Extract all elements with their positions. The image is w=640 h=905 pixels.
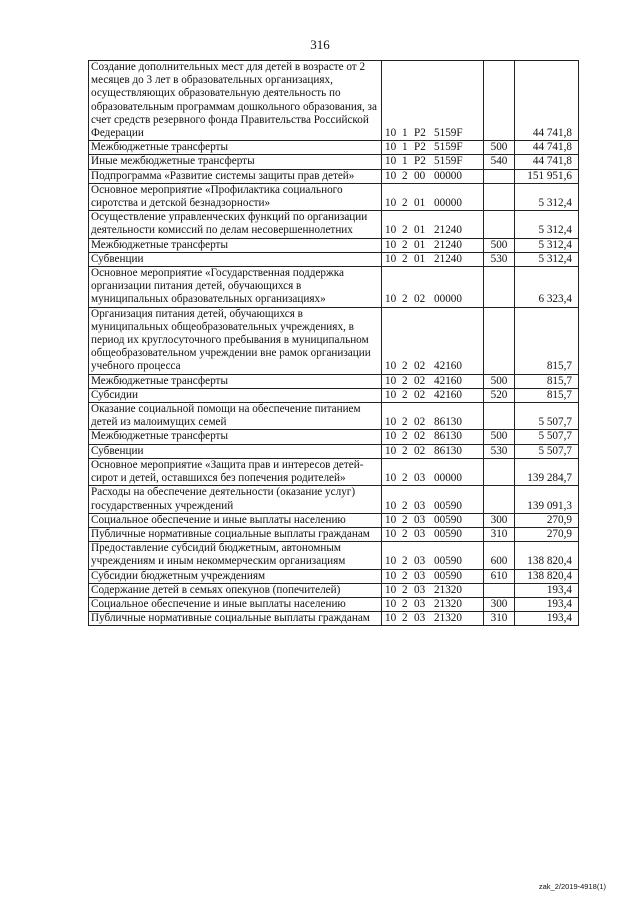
table-row (89, 211, 579, 238)
target-article-code-cell (382, 183, 484, 210)
budget-table (88, 60, 579, 626)
event-code: 02 (414, 430, 426, 443)
program-code: 10 (385, 293, 397, 306)
amount-cell: 5 507,7 (515, 444, 579, 458)
table-row (89, 513, 579, 527)
direction-code: 00000 (434, 293, 462, 306)
direction-code: 21240 (434, 238, 462, 251)
expense-type-cell: 530 (484, 252, 515, 266)
table-row (89, 388, 579, 402)
expense-type-cell: 600 (484, 542, 515, 569)
program-code: 10 (385, 360, 397, 373)
amount-cell: 5 312,4 (515, 183, 579, 210)
amount-cell: 139 284,7 (515, 458, 579, 485)
program-code: 10 (385, 169, 397, 182)
program-code: 10 (385, 597, 397, 610)
event-code: 03 (414, 513, 426, 526)
amount-cell: 270,9 (515, 513, 579, 527)
table-row (89, 169, 579, 183)
program-code: 10 (385, 388, 397, 401)
target-article-code-cell (382, 583, 484, 597)
event-code: 02 (414, 416, 426, 429)
expense-name-cell: Расходы на обеспечение деятельности (оказание услуг) государственных учреждений (89, 486, 382, 513)
target-article-code-cell (382, 542, 484, 569)
table-row (89, 141, 579, 155)
subprogram-code: 2 (402, 555, 408, 568)
target-article-code-cell (382, 527, 484, 541)
subprogram-code: 2 (402, 388, 408, 401)
subprogram-code: 2 (402, 293, 408, 306)
table-row (89, 374, 579, 388)
event-code: 02 (414, 374, 426, 387)
direction-code: 00000 (434, 169, 462, 182)
program-code: 10 (385, 155, 397, 168)
amount-cell: 5 312,4 (515, 238, 579, 252)
subprogram-code: 2 (402, 597, 408, 610)
amount-cell: 138 820,4 (515, 569, 579, 583)
expense-name-cell: Организация питания детей, обучающихся в муниципальных общеобразовательных учреждениях, в период их круглосуточного пребывания в муниципальном общеобразовательном учреждении вне рамок организации учебного процесса (89, 307, 382, 374)
program-code: 10 (385, 555, 397, 568)
expense-name-cell: Субвенции (89, 444, 382, 458)
direction-code: 5159F (434, 155, 463, 168)
target-article-code-cell (382, 513, 484, 527)
table-row (89, 430, 579, 444)
subprogram-code: 2 (402, 197, 408, 210)
event-code: 03 (414, 583, 426, 596)
event-code: 03 (414, 612, 426, 625)
expense-name-cell: Социальное обеспечение и иные выплаты населению (89, 597, 382, 611)
event-code: 02 (414, 388, 426, 401)
target-article-code-cell (382, 444, 484, 458)
direction-code: 86130 (434, 444, 462, 457)
footer-document-code: zak_2/2019-4918(1) (538, 882, 606, 891)
program-code: 10 (385, 612, 397, 625)
event-code: 01 (414, 197, 426, 210)
expense-name-cell: Публичные нормативные социальные выплаты гражданам (89, 612, 382, 626)
expense-type-cell: 500 (484, 430, 515, 444)
target-article-code-cell (382, 267, 484, 308)
table-row (89, 458, 579, 485)
expense-type-cell: 500 (484, 141, 515, 155)
expense-name-cell: Межбюджетные трансферты (89, 238, 382, 252)
table-row (89, 155, 579, 169)
expense-name-cell: Межбюджетные трансферты (89, 430, 382, 444)
table-row (89, 612, 579, 626)
direction-code: 42160 (434, 374, 462, 387)
budget-table-body (89, 61, 579, 626)
event-code: 01 (414, 238, 426, 251)
amount-cell: 139 091,3 (515, 486, 579, 513)
program-code: 10 (385, 472, 397, 485)
direction-code: 21240 (434, 252, 462, 265)
event-code: 03 (414, 499, 426, 512)
expense-name-cell: Межбюджетные трансферты (89, 374, 382, 388)
program-code: 10 (385, 127, 397, 140)
program-code: 10 (385, 527, 397, 540)
expense-type-cell (484, 169, 515, 183)
amount-cell: 193,4 (515, 597, 579, 611)
target-article-code-cell (382, 169, 484, 183)
amount-cell: 151 951,6 (515, 169, 579, 183)
program-code: 10 (385, 374, 397, 387)
expense-name-cell: Содержание детей в семьях опекунов (попечителей) (89, 583, 382, 597)
subprogram-code: 2 (402, 169, 408, 182)
subprogram-code: 2 (402, 430, 408, 443)
direction-code: 21240 (434, 224, 462, 237)
table-row (89, 569, 579, 583)
target-article-code-cell (382, 486, 484, 513)
subprogram-code: 2 (402, 224, 408, 237)
event-code: 03 (414, 597, 426, 610)
direction-code: 21320 (434, 597, 462, 610)
subprogram-code: 2 (402, 238, 408, 251)
expense-type-cell (484, 583, 515, 597)
direction-code: 00590 (434, 527, 462, 540)
target-article-code-cell (382, 388, 484, 402)
amount-cell: 44 741,8 (515, 155, 579, 169)
subprogram-code: 2 (402, 569, 408, 582)
amount-cell: 5 312,4 (515, 252, 579, 266)
subprogram-code: 2 (402, 499, 408, 512)
expense-type-cell: 530 (484, 444, 515, 458)
amount-cell: 815,7 (515, 374, 579, 388)
subprogram-code: 2 (402, 416, 408, 429)
event-code: 00 (414, 169, 426, 182)
direction-code: 42160 (434, 388, 462, 401)
expense-name-cell: Субвенции (89, 252, 382, 266)
expense-type-cell: 610 (484, 569, 515, 583)
program-code: 10 (385, 513, 397, 526)
event-code: 01 (414, 224, 426, 237)
event-code: P2 (414, 141, 426, 154)
event-code: 02 (414, 360, 426, 373)
expense-type-cell: 500 (484, 238, 515, 252)
target-article-code-cell (382, 612, 484, 626)
table-row (89, 252, 579, 266)
direction-code: 00590 (434, 499, 462, 512)
direction-code: 00000 (434, 472, 462, 485)
event-code: 03 (414, 555, 426, 568)
subprogram-code: 2 (402, 472, 408, 485)
table-row (89, 542, 579, 569)
expense-name-cell: Межбюджетные трансферты (89, 141, 382, 155)
event-code: 02 (414, 293, 426, 306)
expense-type-cell: 540 (484, 155, 515, 169)
subprogram-code: 2 (402, 612, 408, 625)
table-row (89, 597, 579, 611)
table-row (89, 61, 579, 141)
program-code: 10 (385, 197, 397, 210)
program-code: 10 (385, 224, 397, 237)
table-row (89, 307, 579, 374)
expense-name-cell: Оказание социальной помощи на обеспечение питанием детей из малоимущих семей (89, 403, 382, 430)
direction-code: 00590 (434, 555, 462, 568)
amount-cell: 44 741,8 (515, 61, 579, 141)
amount-cell: 270,9 (515, 527, 579, 541)
direction-code: 42160 (434, 360, 462, 373)
direction-code: 5159F (434, 141, 463, 154)
subprogram-code: 2 (402, 583, 408, 596)
amount-cell: 6 323,4 (515, 267, 579, 308)
target-article-code-cell (382, 403, 484, 430)
expense-name-cell: Субсидии бюджетным учреждениям (89, 569, 382, 583)
table-row (89, 486, 579, 513)
expense-type-cell (484, 458, 515, 485)
program-code: 10 (385, 238, 397, 251)
expense-name-cell: Основное мероприятие «Государственная поддержка организации питания детей, обучающихся в муниципальных образовательных организациях» (89, 267, 382, 308)
target-article-code-cell (382, 458, 484, 485)
target-article-code-cell (382, 569, 484, 583)
event-code: 03 (414, 569, 426, 582)
expense-name-cell: Создание дополнительных мест для детей в возрасте от 2 месяцев до 3 лет в образовательных организациях, осуществляющих образовательную деятельность по образовательным программам дошкольного образования, за счет средств резервного фонда Правительства Российской Федерации (89, 61, 382, 141)
event-code: P2 (414, 155, 426, 168)
amount-cell: 138 820,4 (515, 542, 579, 569)
expense-name-cell: Субсидии (89, 388, 382, 402)
amount-cell: 5 507,7 (515, 403, 579, 430)
expense-type-cell: 520 (484, 388, 515, 402)
target-article-code-cell (382, 430, 484, 444)
subprogram-code: 1 (402, 127, 408, 140)
target-article-code-cell (382, 211, 484, 238)
expense-name-cell: Иные межбюджетные трансферты (89, 155, 382, 169)
direction-code: 21320 (434, 612, 462, 625)
target-article-code-cell (382, 252, 484, 266)
amount-cell: 193,4 (515, 612, 579, 626)
direction-code: 21320 (434, 583, 462, 596)
subprogram-code: 1 (402, 155, 408, 168)
target-article-code-cell (382, 155, 484, 169)
amount-cell: 5 312,4 (515, 211, 579, 238)
direction-code: 86130 (434, 430, 462, 443)
program-code: 10 (385, 252, 397, 265)
subprogram-code: 2 (402, 252, 408, 265)
expense-type-cell: 300 (484, 597, 515, 611)
subprogram-code: 2 (402, 360, 408, 373)
table-row (89, 403, 579, 430)
subprogram-code: 2 (402, 513, 408, 526)
expense-name-cell: Подпрограмма «Развитие системы защиты прав детей» (89, 169, 382, 183)
expense-type-cell: 500 (484, 374, 515, 388)
direction-code: 00000 (434, 197, 462, 210)
direction-code: 5159F (434, 127, 463, 140)
amount-cell: 5 507,7 (515, 430, 579, 444)
subprogram-code: 2 (402, 527, 408, 540)
event-code: 03 (414, 472, 426, 485)
expense-type-cell (484, 403, 515, 430)
table-row (89, 527, 579, 541)
program-code: 10 (385, 499, 397, 512)
expense-name-cell: Публичные нормативные социальные выплаты гражданам (89, 527, 382, 541)
amount-cell: 193,4 (515, 583, 579, 597)
expense-type-cell: 300 (484, 513, 515, 527)
subprogram-code: 2 (402, 374, 408, 387)
direction-code: 86130 (434, 416, 462, 429)
expense-name-cell: Основное мероприятие «Профилактика социального сиротства и детской безнадзорности» (89, 183, 382, 210)
program-code: 10 (385, 430, 397, 443)
event-code: 03 (414, 527, 426, 540)
amount-cell: 815,7 (515, 307, 579, 374)
expense-type-cell (484, 486, 515, 513)
table-row (89, 183, 579, 210)
expense-name-cell: Основное мероприятие «Защита прав и интересов детей-сирот и детей, оставшихся без попечения родителей» (89, 458, 382, 485)
expense-name-cell: Осуществление управленческих функций по организации деятельности комиссий по делам несовершеннолетних (89, 211, 382, 238)
expense-type-cell: 310 (484, 612, 515, 626)
expense-type-cell (484, 267, 515, 308)
target-article-code-cell (382, 61, 484, 141)
event-code: 01 (414, 252, 426, 265)
target-article-code-cell (382, 597, 484, 611)
program-code: 10 (385, 141, 397, 154)
page-number: 316 (310, 37, 330, 52)
program-code: 10 (385, 569, 397, 582)
direction-code: 00590 (434, 569, 462, 582)
table-row (89, 267, 579, 308)
subprogram-code: 1 (402, 141, 408, 154)
expense-name-cell: Социальное обеспечение и иные выплаты населению (89, 513, 382, 527)
target-article-code-cell (382, 307, 484, 374)
table-row (89, 444, 579, 458)
expense-type-cell (484, 183, 515, 210)
event-code: 02 (414, 444, 426, 457)
target-article-code-cell (382, 238, 484, 252)
expense-type-cell (484, 61, 515, 141)
event-code: P2 (414, 127, 426, 140)
program-code: 10 (385, 416, 397, 429)
target-article-code-cell (382, 141, 484, 155)
expense-type-cell (484, 211, 515, 238)
amount-cell: 44 741,8 (515, 141, 579, 155)
amount-cell: 815,7 (515, 388, 579, 402)
table-row (89, 238, 579, 252)
subprogram-code: 2 (402, 444, 408, 457)
expense-type-cell: 310 (484, 527, 515, 541)
program-code: 10 (385, 583, 397, 596)
table-row (89, 583, 579, 597)
target-article-code-cell (382, 374, 484, 388)
direction-code: 00590 (434, 513, 462, 526)
expense-name-cell: Предоставление субсидий бюджетным, автономным учреждениям и иным некоммерческим организациям (89, 542, 382, 569)
program-code: 10 (385, 444, 397, 457)
expense-type-cell (484, 307, 515, 374)
